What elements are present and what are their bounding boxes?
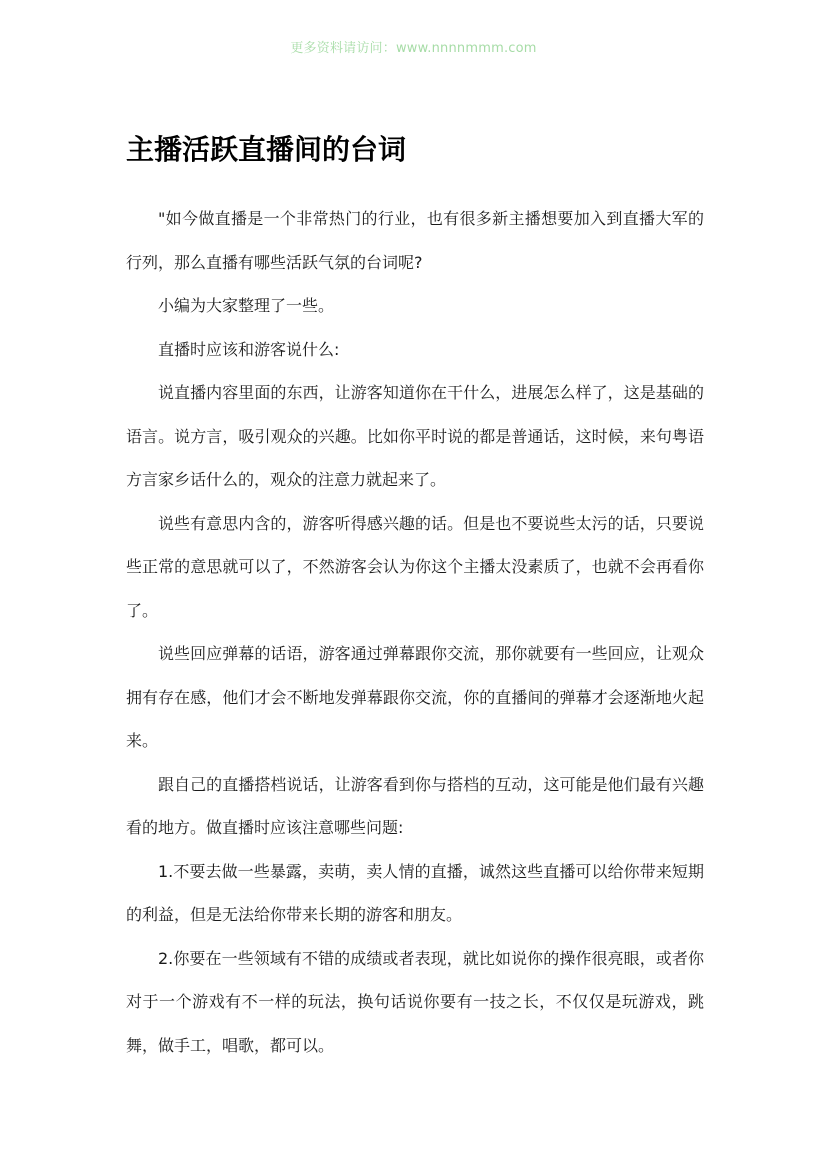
paragraph: 说直播内容里面的东西，让游客知道你在干什么，进展怎么样了，这是基础的语言。说方言，吸引观众的兴趣。比如你平时说的都是普通话，这时候，来句粤语方言家乡话什么的，观众的注意力就起来了。 bbox=[126, 383, 704, 489]
paragraph: 说些回应弹幕的话语，游客通过弹幕跟你交流，那你就要有一些回应，让观众拥有存在感，他们才会不断地发弹幕跟你交流，你的直播间的弹幕才会逐渐地火起来。 bbox=[126, 644, 704, 750]
paragraph: 直播时应该和游客说什么: bbox=[158, 339, 340, 359]
document-body bbox=[126, 197, 704, 1067]
header-note: 更多资料请访问：www.nnnnmmm.com bbox=[290, 41, 537, 56]
page-title: 主播活跃直播间的台词 bbox=[126, 133, 407, 166]
paragraph: 2.你要在一些领域有不错的成绩或者表现，就比如说你的操作很亮眼，或者你对于一个游戏有不一样的玩法，换句话说你要有一技之长，不仅仅是玩游戏，跳舞，做手工，唱歌，都可以。 bbox=[126, 948, 704, 1055]
paragraph: 1.不要去做一些暴露，卖萌，卖人情的直播，诚然这些直播可以给你带来短期的利益，但是无法给你带来长期的游客和朋友。 bbox=[126, 861, 704, 924]
paragraph: "如今做直播是一个非常热门的行业，也有很多新主播想要加入到直播大军的行列，那么直播有哪些活跃气氛的台词呢? bbox=[126, 209, 704, 272]
paragraph: 小编为大家整理了一些。 bbox=[158, 296, 335, 315]
paragraph: 说些有意思内含的，游客听得感兴趣的话。但是也不要说些太污的话，只要说些正常的意思就可以了，不然游客会认为你这个主播太没素质了，也就不会再看你了。 bbox=[126, 513, 704, 620]
paragraph: 跟自己的直播搭档说话，让游客看到你与搭档的互动，这可能是他们最有兴趣看的地方。做直播时应该注意哪些问题: bbox=[126, 774, 704, 837]
